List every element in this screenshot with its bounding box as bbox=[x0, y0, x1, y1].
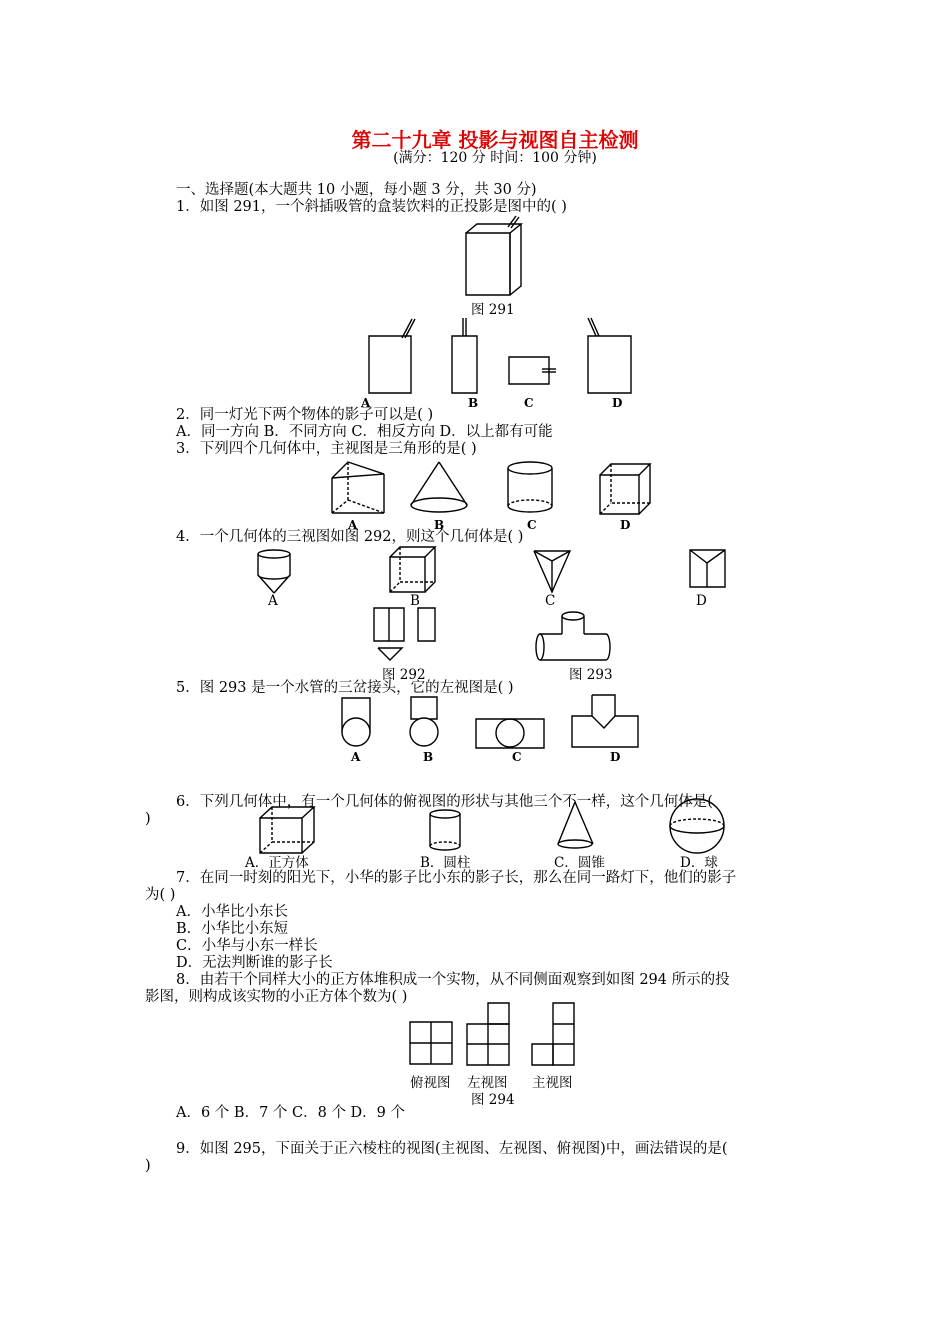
figure-291-drink-box bbox=[462, 214, 522, 299]
figure-294-left-view bbox=[465, 1001, 511, 1067]
q6-option-d-label: D．球 bbox=[680, 855, 718, 871]
q6-option-b-label: B．圆柱 bbox=[420, 855, 471, 871]
q4-option-b-cube bbox=[388, 545, 438, 595]
question-1: 1．如图 291，一个斜插吸管的盒装饮料的正投影是图中的( ) bbox=[176, 199, 567, 215]
figure-294-left-view-label: 左视图 bbox=[467, 1075, 508, 1091]
question-3: 3．下列四个几何体中，主视图是三角形的是( ) bbox=[176, 441, 477, 457]
question-7-line2: 为( ) bbox=[145, 887, 176, 903]
figure-293-caption: 图 293 bbox=[569, 667, 613, 683]
q4-option-a-label: A bbox=[268, 593, 278, 609]
q1-option-b-figure bbox=[450, 316, 480, 396]
question-6-line2: ) bbox=[145, 811, 151, 827]
q5-option-b-figure bbox=[407, 695, 442, 750]
q5-option-c-figure bbox=[474, 717, 546, 750]
q1-option-a-figure bbox=[367, 316, 417, 396]
question-5: 5．图 293 是一个水管的三岔接头，它的左视图是( ) bbox=[176, 680, 514, 696]
question-7-option-c: C．小华与小东一样长 bbox=[176, 938, 318, 954]
figure-292-three-views bbox=[372, 606, 442, 662]
q6-option-d-sphere bbox=[668, 797, 726, 855]
question-9-line1: 9．如图 295，下面关于正六棱柱的视图(主视图、左视图、俯视图)中，画法错误的是( bbox=[176, 1141, 728, 1157]
question-9-line2: ) bbox=[145, 1158, 151, 1174]
figure-293-pipe-tee bbox=[534, 610, 614, 664]
figure-294-front-view-label: 主视图 bbox=[532, 1075, 573, 1091]
q6-option-a-cube bbox=[258, 805, 316, 855]
question-7-line1: 7．在同一时刻的阳光下，小华的影子比小东的影子长，那么在同一路灯下，他们的影子 bbox=[176, 870, 737, 886]
q4-option-c-pyramid bbox=[532, 547, 572, 595]
q6-option-c-label: C．圆锥 bbox=[554, 855, 605, 871]
q4-option-b-label: B bbox=[410, 593, 420, 609]
question-2-options: A．同一方向 B．不同方向 C．相反方向 D．以上都有可能 bbox=[176, 424, 553, 440]
q6-option-c-cone bbox=[555, 800, 597, 852]
q3-option-b-label: B bbox=[434, 518, 445, 532]
figure-291-caption: 图 291 bbox=[471, 302, 515, 318]
q4-option-c-label: C bbox=[545, 593, 556, 609]
question-4: 4．一个几何体的三视图如图 292，则这个几何体是( ) bbox=[176, 529, 524, 545]
q6-option-b-cylinder bbox=[427, 808, 463, 853]
q1-option-d-figure bbox=[585, 316, 635, 396]
question-7-option-d: D．无法判断谁的影子长 bbox=[176, 955, 333, 971]
q3-option-c-label: C bbox=[527, 518, 537, 532]
q1-option-b-label: B bbox=[468, 396, 479, 410]
q1-option-a-label: A bbox=[361, 396, 371, 410]
q5-option-d-figure bbox=[570, 693, 640, 750]
q1-option-c-label: C bbox=[524, 396, 534, 410]
figure-294-front-view bbox=[530, 1001, 576, 1067]
q5-option-d-label: D bbox=[610, 750, 621, 764]
q3-option-d-cube bbox=[598, 462, 653, 517]
figure-294-top-view-label: 俯视图 bbox=[410, 1075, 451, 1091]
question-8-options: A．6 个 B．7 个 C．8 个 D．9 个 bbox=[176, 1105, 406, 1121]
q5-option-b-label: B bbox=[423, 750, 434, 764]
q4-option-d-triangular-prism bbox=[688, 547, 728, 592]
figure-294-caption: 图 294 bbox=[471, 1092, 515, 1108]
question-2: 2．同一灯光下两个物体的影子可以是( ) bbox=[176, 407, 434, 423]
question-8-line1: 8．由若干个同样大小的正方体堆积成一个实物，从不同侧面观察到如图 294 所示的投 bbox=[176, 972, 730, 988]
figure-292-caption: 图 292 bbox=[382, 667, 426, 683]
q3-option-b-cone bbox=[409, 460, 469, 516]
chapter-title: 第二十九章 投影与视图自主检测 bbox=[351, 128, 639, 152]
q3-option-a-label: A bbox=[348, 518, 358, 532]
q4-option-a-cylinder-cone bbox=[255, 548, 295, 598]
question-8-line2: 影图，则构成该实物的小正方体个数为( ) bbox=[145, 989, 408, 1005]
q3-option-c-cylinder bbox=[505, 460, 555, 516]
q3-option-d-label: D bbox=[620, 518, 631, 532]
section-heading: 一、选择题(本大题共 10 小题，每小题 3 分，共 30 分) bbox=[176, 182, 537, 198]
q1-option-c-figure bbox=[508, 355, 558, 387]
question-7-option-a: A．小华比小东长 bbox=[176, 904, 288, 920]
q5-option-c-label: C bbox=[512, 750, 522, 764]
score-time-info: (满分：120 分 时间：100 分钟) bbox=[393, 150, 597, 166]
q4-option-d-label: D bbox=[696, 593, 707, 609]
question-7-option-b: B．小华比小东短 bbox=[176, 921, 289, 937]
question-6-line1: 6．下列几何体中，有一个几何体的俯视图的形状与其他三个不一样，这个几何体是( bbox=[176, 794, 713, 810]
q3-option-a-prism bbox=[330, 460, 385, 516]
q6-option-a-label: A．正方体 bbox=[245, 855, 309, 871]
q5-option-a-figure bbox=[339, 695, 374, 750]
q1-option-d-label: D bbox=[612, 396, 623, 410]
q5-option-a-label: A bbox=[351, 750, 361, 764]
figure-294-top-view bbox=[408, 1020, 454, 1066]
